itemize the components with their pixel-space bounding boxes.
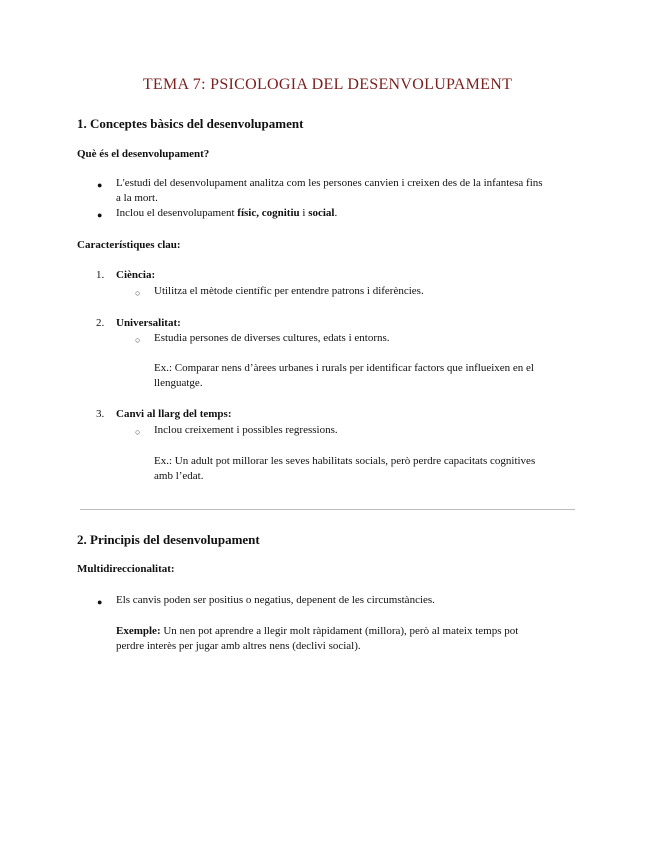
list-item-label: Universalitat: [116, 317, 181, 329]
example-text: Ex.: Comparar nens d’àrees urbanes i rurals per identificar factors que influeixen en el llenguatge. [154, 362, 534, 389]
list-number: 3. [96, 408, 105, 420]
list-item-label: Ciència: [116, 269, 156, 281]
section-2-heading: 2. Principis del desenvolupament [77, 532, 260, 547]
question-heading: Què és el desenvolupament? [77, 148, 210, 160]
sub-item-text: Estudia persones de diverses cultures, edats i entorns. [154, 332, 390, 344]
bullet-text: Inclou el desenvolupament físic, cognitiu i social. [116, 207, 338, 219]
example-text: Exemple: Un nen pot aprendre a llegir molt ràpidament (millora), però al mateix temps pot perdre interès per jugar amb altres nens (declivi social). [116, 625, 519, 652]
features-heading: Característiques clau: [77, 239, 181, 251]
bullet-text: Els canvis poden ser positius o negatius, depenent de les circumstàncies. [116, 594, 435, 606]
bullet-text: L'estudi del desenvolupament analitza com les persones canvien i creixen des de la infantesa fins a la mort. [116, 177, 543, 204]
list-item-label: Canvi al llarg del temps: [116, 408, 232, 420]
bullet-icon: ● [97, 180, 103, 190]
horizontal-divider [80, 509, 575, 510]
circle-bullet-icon: ○ [135, 288, 141, 298]
bullet-icon: ● [97, 210, 103, 220]
list-number: 1. [96, 269, 105, 281]
list-number: 2. [96, 317, 105, 329]
section-1-heading: 1. Conceptes bàsics del desenvolupament [77, 116, 304, 131]
multidirectionality-heading: Multidireccionalitat: [77, 563, 175, 575]
page-title: TEMA 7: PSICOLOGIA DEL DESENVOLUPAMENT [142, 76, 513, 93]
circle-bullet-icon: ○ [135, 427, 141, 437]
sub-item-text: Inclou creixement i possibles regressions. [154, 424, 338, 436]
example-text: Ex.: Un adult pot millorar les seves habilitats socials, però perdre capacitats cognitives amb l’edat. [154, 455, 536, 482]
bullet-icon: ● [97, 597, 103, 607]
sub-item-text: Utilitza el mètode científic per entendre patrons i diferències. [154, 285, 424, 297]
circle-bullet-icon: ○ [135, 335, 141, 345]
